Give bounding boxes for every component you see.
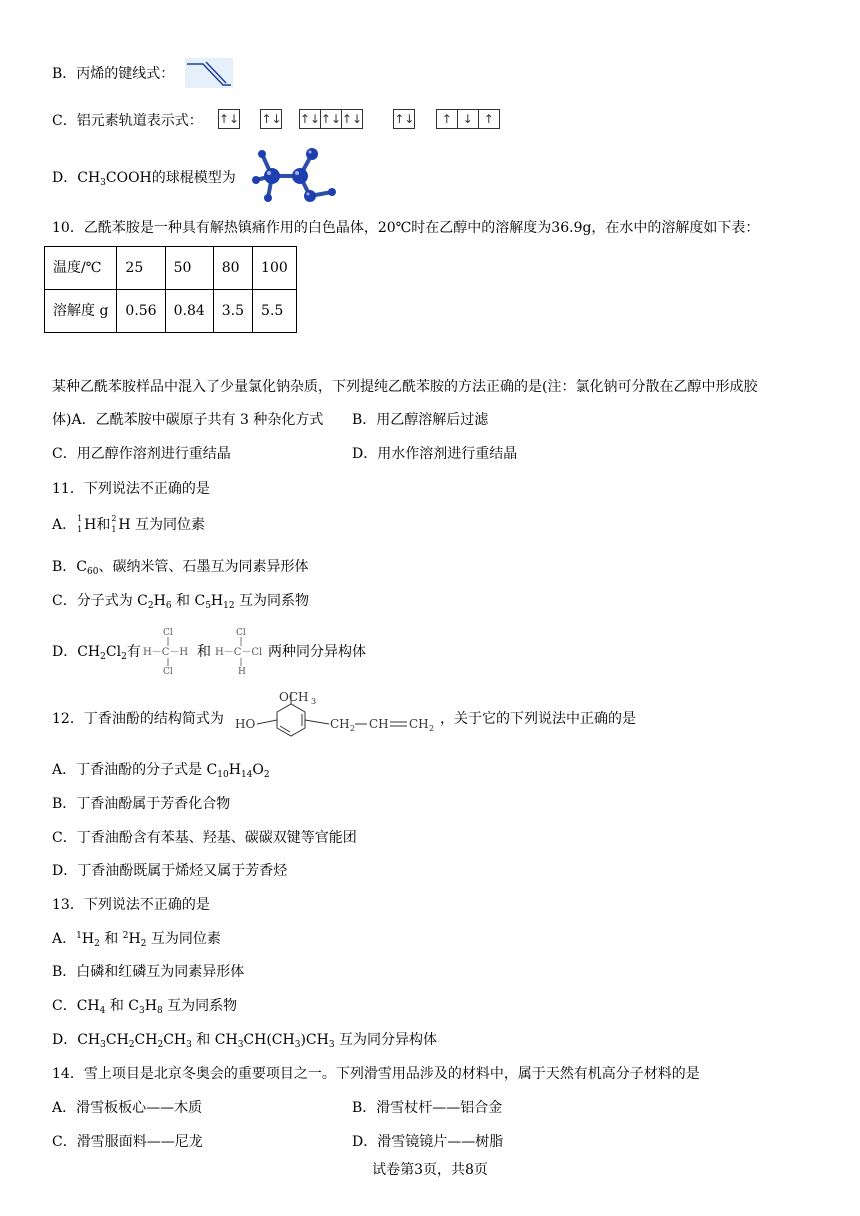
- table-cell: 0.56: [117, 290, 165, 333]
- struct-atom: Cl: [163, 628, 173, 638]
- table-cell: 溶解度 g: [45, 290, 117, 333]
- q11-option-d-and: 和: [197, 644, 211, 660]
- orbital-2p: ↑↓: [299, 109, 321, 129]
- table-cell: 温度/℃: [45, 247, 117, 290]
- q9-option-b: B．丙烯的键线式：: [52, 66, 175, 82]
- q11-stem: 11．下列说法不正确的是: [52, 481, 210, 497]
- table-cell: 0.84: [165, 290, 213, 333]
- struct-atoms: H－C－Cl: [215, 647, 263, 658]
- svg-text:3: 3: [311, 697, 317, 706]
- page-footer: 试卷第3页，共8页: [372, 1162, 488, 1178]
- q14-option-d: D．滑雪镜镜片——树脂: [352, 1134, 504, 1150]
- table-cell: 3.5: [213, 290, 252, 333]
- q12-option-d: D．丁香油酚既属于烯烃又属于芳香烃: [52, 863, 288, 879]
- q12-stem-post: ，关于它的下列说法中正确的是: [440, 711, 636, 727]
- struct-atom: H: [238, 667, 246, 676]
- q9-option-d: D．$CH_3COOH$的球棍模型为: [52, 170, 236, 188]
- q10-option-d: D．用水作溶剂进行重结晶: [352, 446, 518, 462]
- table-cell: 50: [165, 247, 213, 290]
- q13-option-b: B．白磷和红磷互为同素异形体: [52, 964, 245, 980]
- orbital-1s: ↑↓: [218, 109, 240, 129]
- q13-option-d: D．$CH_3CH_2CH_2CH_3$ 和 $CH_3CH(CH_3)CH_3$ 互为同分异构体: [52, 1032, 438, 1050]
- table-row: [45, 290, 297, 333]
- q13-option-c: C．$CH_4$ 和 $C_3H_8$ 互为同系物: [52, 998, 238, 1016]
- q10-stem: 10．乙酰苯胺是一种具有解热镇痛作用的白色晶体，20℃时在乙醇中的溶解度为36.9g，在水中的溶解度如下表：: [52, 220, 760, 236]
- q10-line1: 某种乙酰苯胺样品中混入了少量氯化钠杂质，下列提纯乙酰苯胺的方法正确的是(注：氯化钠可分散在乙醇中形成胶: [52, 379, 758, 395]
- eugenol-structure: [235, 688, 440, 744]
- q14-stem: 14．雪上项目是北京冬奥会的重要项目之一。下列滑雪用品涉及的材料中，属于天然有机高分子材料的是: [52, 1066, 700, 1082]
- q11-option-c: C．分子式为 $C_2H_6$ 和 $C_5H_{12}$ 互为同系物: [52, 593, 310, 611]
- q10-option-b: B．用乙醇溶解后过滤: [352, 412, 489, 428]
- orbital-3p: ↑: [479, 109, 500, 129]
- q10-line2: 体)A．乙酰苯胺中碳原子共有 3 种杂化方式: [52, 412, 324, 428]
- q14-option-b: B．滑雪杖杆——铝合金: [352, 1100, 503, 1116]
- struct-atoms: H－C－H: [143, 647, 189, 658]
- table-cell: 25: [117, 247, 165, 290]
- q12-option-c: C．丁香油酚含有苯基、羟基、碳碳双键等官能团: [52, 830, 357, 846]
- q11-option-d: D．$CH_2Cl_2$有: [52, 644, 141, 662]
- svg-text:OCH: OCH: [279, 690, 309, 704]
- svg-text:HO: HO: [235, 717, 256, 731]
- orbital-2p: ↑↓: [342, 109, 363, 129]
- table-cell: 80: [213, 247, 252, 290]
- q9-option-c: C．铝元素轨道表示式：: [52, 113, 203, 129]
- q12-option-b: B．丁香油酚属于芳香化合物: [52, 796, 231, 812]
- aluminum-orbital-diagram: [218, 109, 500, 129]
- q11-option-a: A． 1 1 H和 2 1 H 互为同位素: [52, 514, 206, 534]
- solubility-table: [44, 246, 297, 333]
- svg-text:2: 2: [429, 724, 435, 733]
- q12-stem-pre: 12．丁香油酚的结构简式为: [52, 711, 224, 727]
- orbital-2s: ↑↓: [260, 109, 282, 129]
- table-cell: 5.5: [253, 290, 297, 333]
- struct-atom: Cl: [236, 628, 246, 638]
- orbital-3p: ↑: [436, 109, 458, 129]
- q13-stem: 13．下列说法不正确的是: [52, 897, 210, 913]
- q14-option-c: C．滑雪服面料——尼龙: [52, 1134, 203, 1150]
- svg-text:CH: CH: [330, 717, 350, 731]
- table-cell: 100: [253, 247, 297, 290]
- orbital-3s: ↑↓: [393, 109, 415, 129]
- acetic-acid-ball-stick-model: [250, 146, 342, 206]
- svg-text:2: 2: [350, 724, 356, 733]
- q13-option-a: A．$^1H_2$ 和 $^2H_2$ 互为同位素: [52, 931, 221, 949]
- dichloromethane-structure-1: [143, 626, 193, 676]
- q11-option-b: B．$C_{60}$、碳纳米管、石墨互为同素异形体: [52, 559, 309, 577]
- q12-option-a: A．丁香油酚的分子式是 $C_{10}H_{14}O_2$: [52, 762, 270, 780]
- svg-text:CH: CH: [409, 717, 429, 731]
- propene-skeletal-formula: [185, 58, 233, 88]
- dichloromethane-structure-2: [215, 626, 273, 676]
- q11-option-d-rest: 两种同分异构体: [268, 644, 366, 660]
- orbital-2p: ↑↓: [321, 109, 342, 129]
- table-row: [45, 247, 297, 290]
- svg-text:CH: CH: [369, 717, 389, 731]
- q10-option-c: C．用乙醇作溶剂进行重结晶: [52, 446, 231, 462]
- orbital-3p: ↓: [458, 109, 479, 129]
- struct-atom: Cl: [163, 667, 173, 676]
- q14-option-a: A．滑雪板板心——木质: [52, 1100, 203, 1116]
